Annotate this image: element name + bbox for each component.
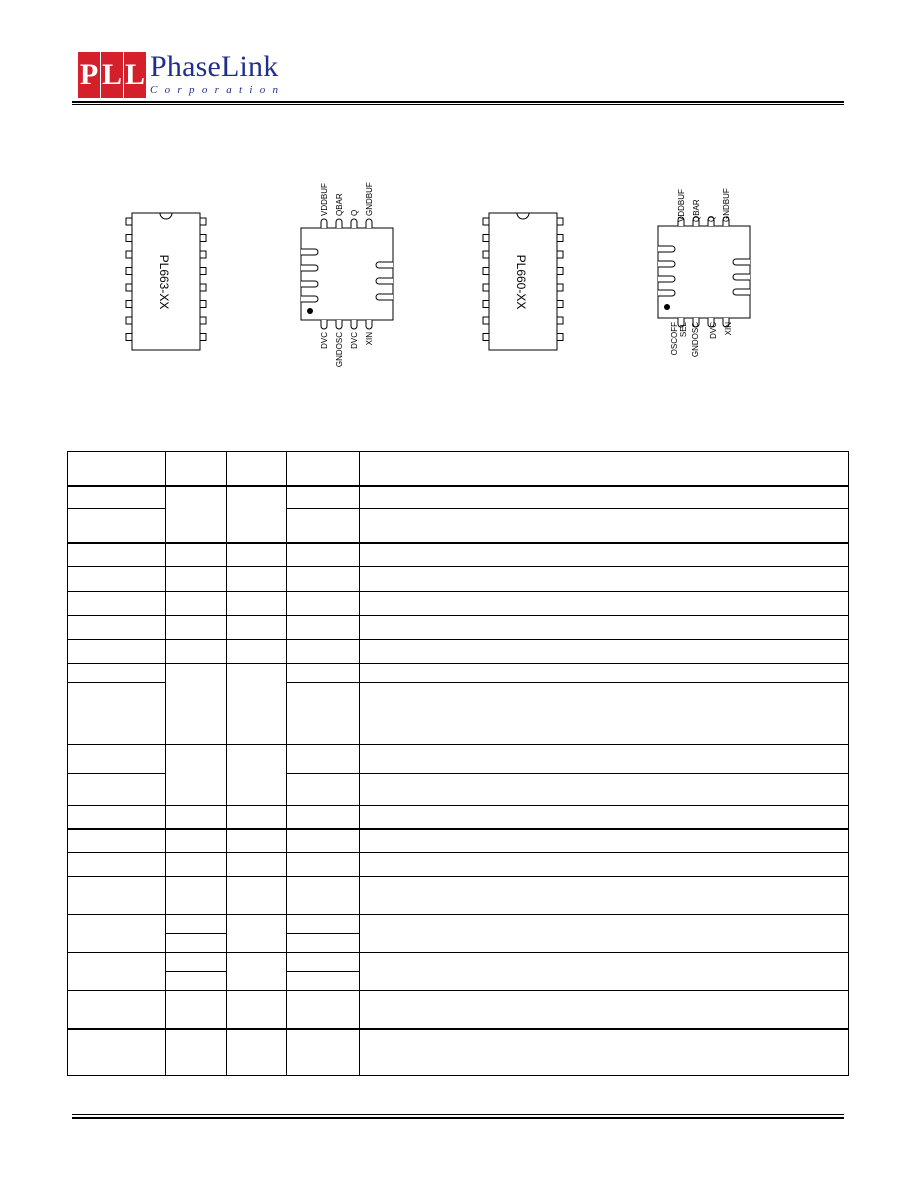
package-pin xyxy=(200,284,206,291)
table-divider xyxy=(359,452,360,1075)
table-row-line xyxy=(68,682,166,683)
table-row-line xyxy=(68,663,848,664)
logo-letter-l: L xyxy=(101,52,123,98)
package-pin xyxy=(483,284,489,291)
pin-label: GNDBUF xyxy=(365,182,374,216)
pin-label: GNDOSC xyxy=(335,332,344,368)
dip-package-pl660 xyxy=(483,213,563,350)
package-pin xyxy=(557,235,563,242)
table-divider xyxy=(165,452,166,1075)
package-pin xyxy=(126,268,132,275)
table-row-line xyxy=(68,744,848,745)
package-pin xyxy=(200,268,206,275)
package-pin xyxy=(483,235,489,242)
pin-label: SEL xyxy=(679,322,688,338)
table-row-line xyxy=(68,1028,848,1030)
table-row-line xyxy=(165,933,227,934)
pin-label: QBAR xyxy=(335,193,344,216)
package-pin xyxy=(483,334,489,341)
pin-description-table xyxy=(67,451,849,1076)
pin-label: XIN xyxy=(724,322,733,336)
footer-rule xyxy=(72,1117,844,1119)
package-pin xyxy=(483,301,489,308)
table-row-line xyxy=(68,639,848,640)
package-pin xyxy=(126,301,132,308)
pin-label: VDDBUF xyxy=(320,183,329,216)
package-label: PL660-XX xyxy=(514,254,528,310)
pin-label: Q xyxy=(707,215,716,222)
table-row-line xyxy=(68,615,848,616)
package-pin xyxy=(557,218,563,225)
pin-label: GNDBUF xyxy=(722,188,731,222)
package-pin xyxy=(126,334,132,341)
table-row-line xyxy=(286,971,360,972)
package-pin xyxy=(557,284,563,291)
dip-package-pl663 xyxy=(126,213,206,350)
pin-label: QBAR xyxy=(692,199,701,222)
table-row-line xyxy=(68,566,848,567)
pin-label: OSCOFF xyxy=(670,322,679,356)
company-subtitle: Corporation xyxy=(150,84,286,96)
package-pin xyxy=(483,268,489,275)
table-row-line xyxy=(286,933,360,934)
pin-label: VDDBUF xyxy=(677,189,686,222)
table-row-line xyxy=(286,773,848,774)
table-row-line xyxy=(68,591,848,592)
table-row-line xyxy=(68,485,848,487)
package-diagrams xyxy=(0,0,918,440)
package-pin xyxy=(200,301,206,308)
package-pin xyxy=(557,301,563,308)
pin-label: XIN xyxy=(365,332,374,346)
package-pin xyxy=(200,334,206,341)
package-pin xyxy=(200,317,206,324)
package-pin xyxy=(557,268,563,275)
package-pin xyxy=(126,251,132,258)
table-row-line xyxy=(68,508,166,509)
package-pin xyxy=(126,317,132,324)
package-pin xyxy=(126,284,132,291)
pin-label: DVC xyxy=(709,322,718,339)
qfn-package-pl660 xyxy=(658,188,750,357)
table-row-line xyxy=(68,876,848,877)
table-row-line xyxy=(68,852,848,853)
table-row-line xyxy=(68,773,166,774)
table-row-line xyxy=(165,971,227,972)
pin-label: DVC xyxy=(320,332,329,349)
table-row-line xyxy=(68,542,848,544)
package-pin xyxy=(200,235,206,242)
package-label: PL663-XX xyxy=(157,254,171,310)
package-pin xyxy=(200,218,206,225)
package-pin xyxy=(557,334,563,341)
package-pin xyxy=(557,251,563,258)
table-divider xyxy=(286,452,287,1075)
table-divider xyxy=(226,452,227,1075)
package-pin xyxy=(126,218,132,225)
table-row-line xyxy=(286,508,848,509)
package-pin xyxy=(126,235,132,242)
table-row-line xyxy=(68,805,848,806)
table-row-line xyxy=(68,914,848,915)
logo-letter-l: L xyxy=(124,52,146,98)
package-pin xyxy=(483,218,489,225)
pin-label: DVC xyxy=(350,332,359,349)
package-pin xyxy=(483,251,489,258)
package-pin xyxy=(483,317,489,324)
pin-label: Q xyxy=(350,209,359,216)
logo-letter-p: P xyxy=(78,52,100,98)
footer-rule-thin xyxy=(72,1114,844,1115)
company-name: PhaseLink xyxy=(150,50,279,83)
table-row-line xyxy=(68,952,848,953)
table-row-line xyxy=(68,990,848,991)
package-pin xyxy=(200,251,206,258)
pin-label: GNDOSC xyxy=(691,322,700,358)
qfn-package-pl663 xyxy=(301,182,393,367)
table-row-line xyxy=(68,828,848,830)
table-row-line xyxy=(286,682,848,683)
package-pin xyxy=(557,317,563,324)
